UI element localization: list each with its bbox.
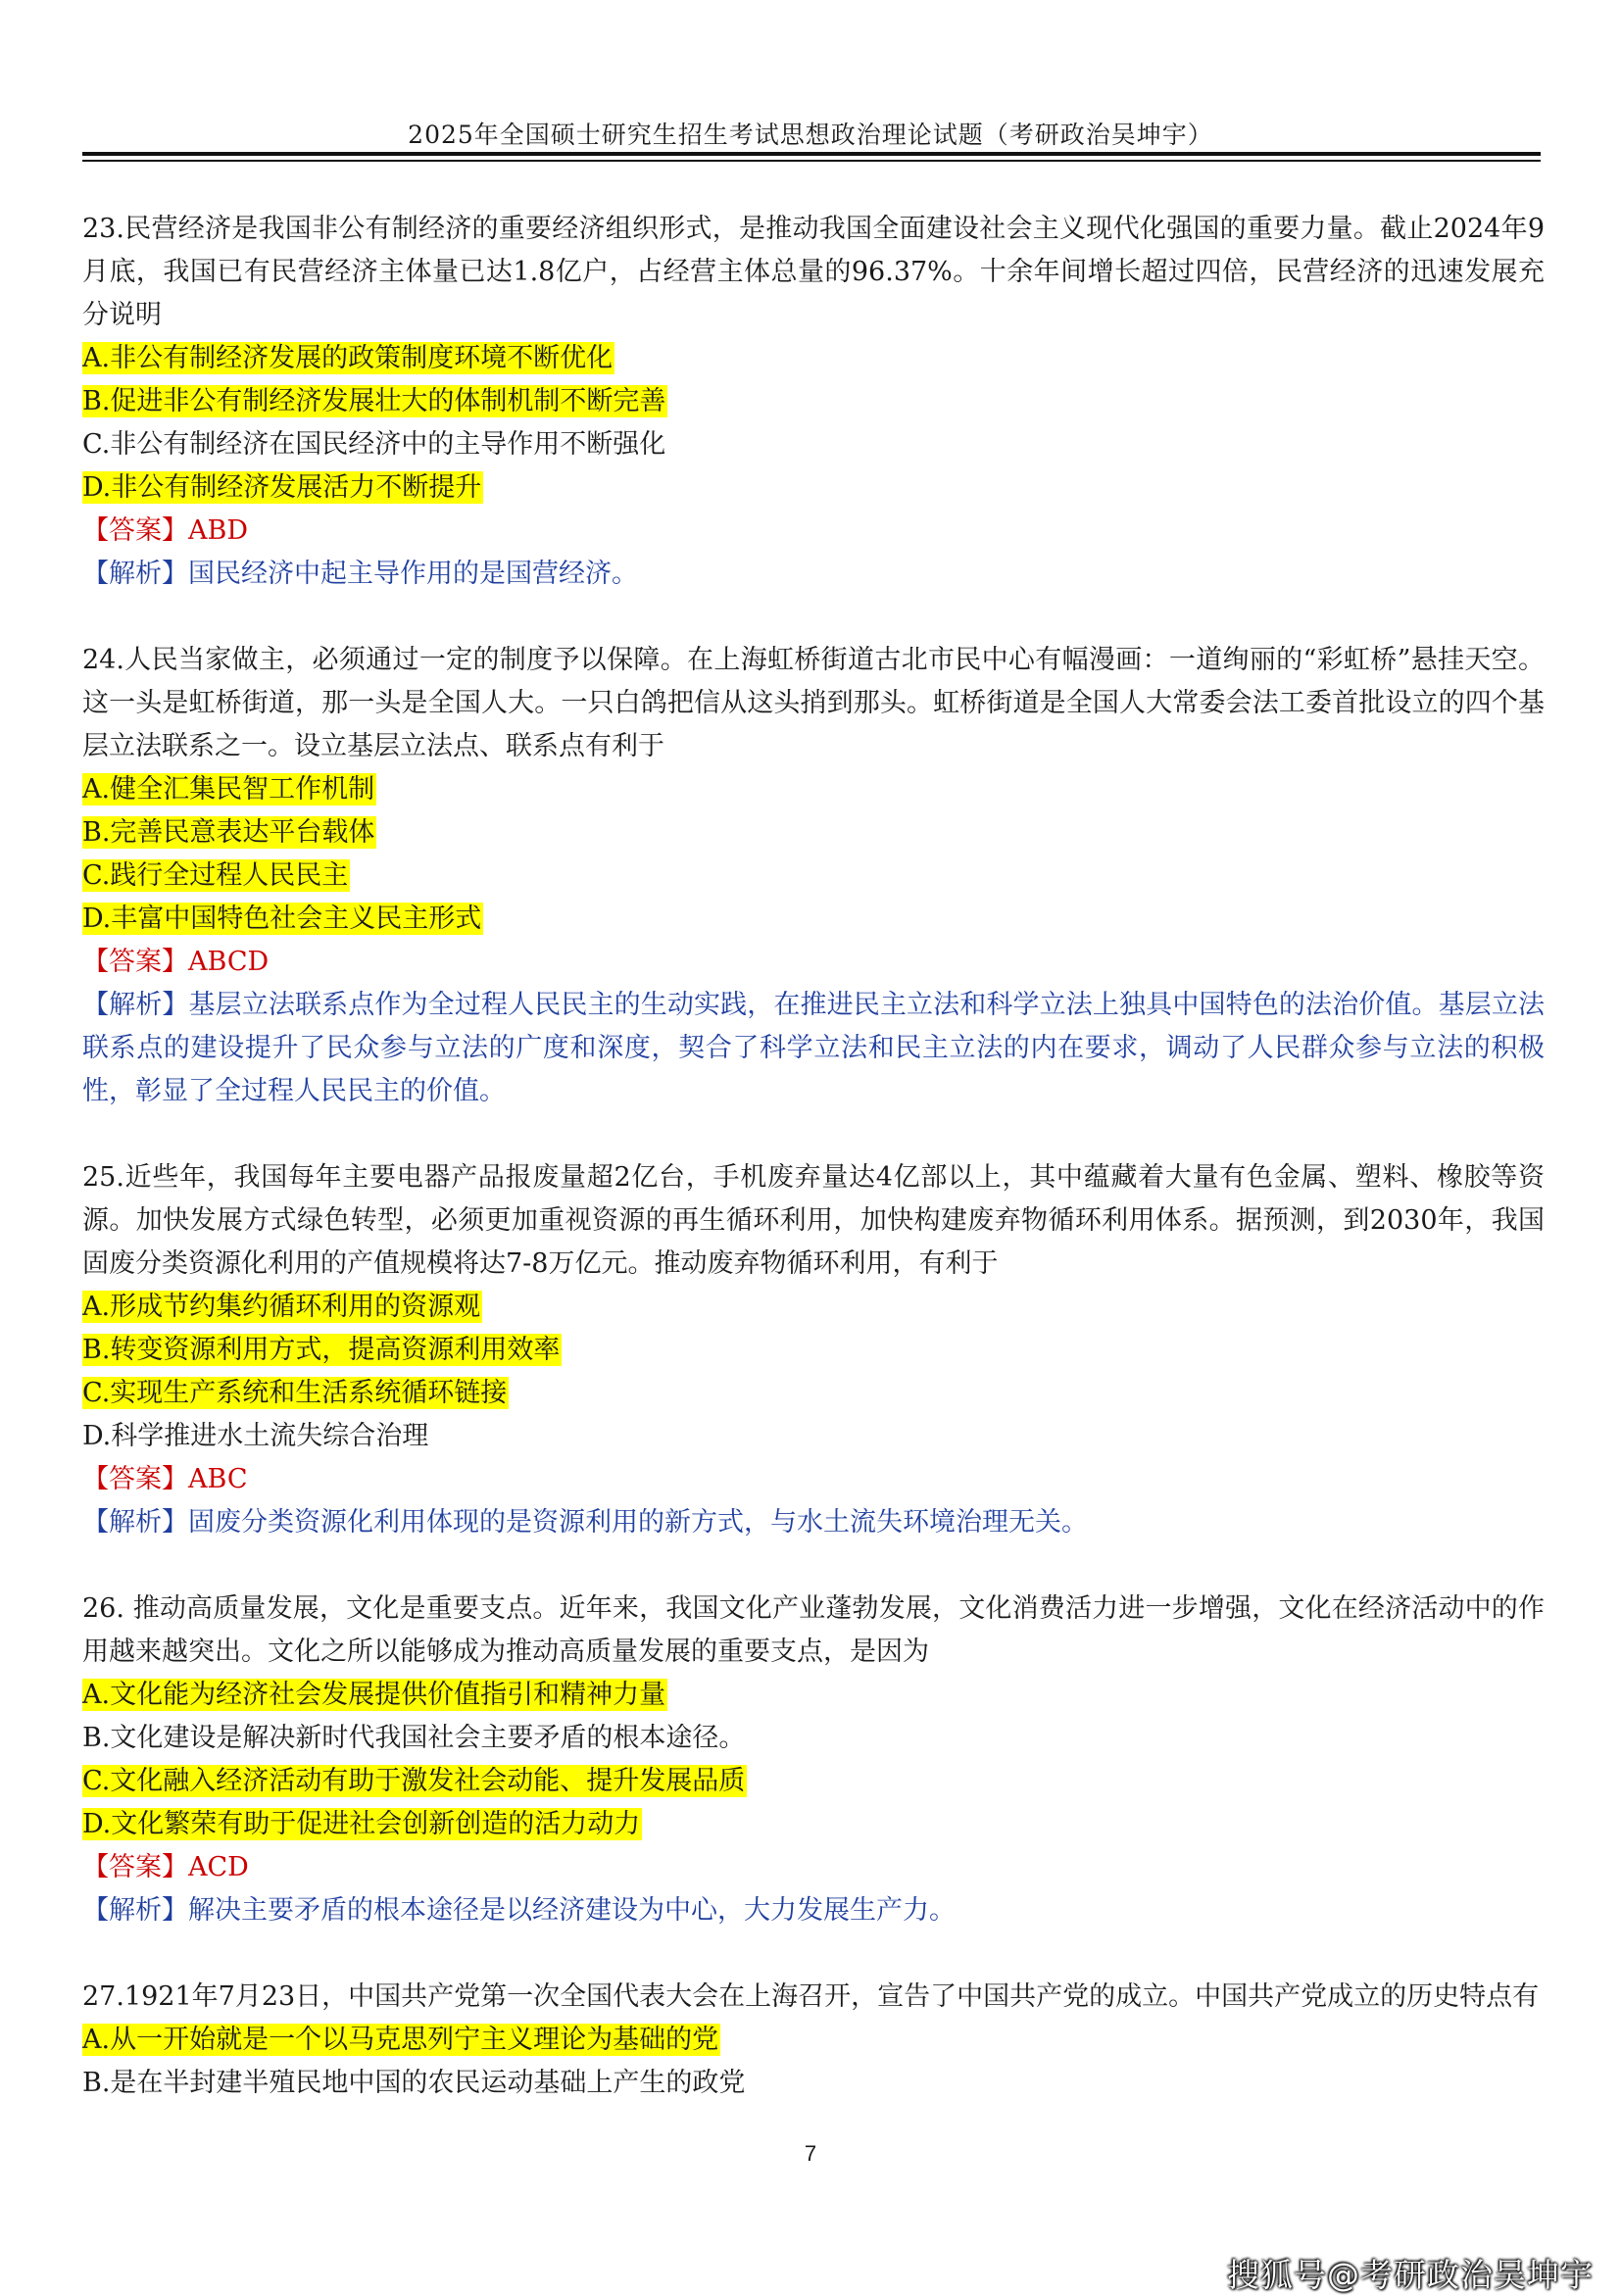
option-d xyxy=(82,1415,1545,1458)
option-a xyxy=(82,1674,1545,1717)
header-rule-thick xyxy=(82,152,1541,156)
option-text: B.完善民意表达平台载体 xyxy=(82,817,375,848)
question-26 xyxy=(82,1588,1545,1932)
option-b xyxy=(82,811,1545,855)
option-b xyxy=(82,380,1545,423)
option-text: A.文化能为经济社会发展提供价值指引和精神力量 xyxy=(82,1680,666,1710)
analysis-line: 【解析】固废分类资源化利用体现的是资源利用的新方式，与水土流失环境治理无关。 xyxy=(82,1507,1088,1538)
question-stem: 27.1921年7月23日，中国共产党第一次全国代表大会在上海召开，宣告了中国共产党的成立。中国共产党成立的历史特点有 xyxy=(82,1981,1540,2012)
option-a xyxy=(82,2019,1545,2062)
option-d xyxy=(82,1803,1545,1846)
option-text: C.实现生产系统和生活系统循环链接 xyxy=(82,1378,508,1408)
option-c xyxy=(82,423,1545,466)
question-stem: 24.人民当家做主，必须通过一定的制度予以保障。在上海虹桥街道古北市民中心有幅漫画：一道绚丽的“彩虹桥”悬挂天空。这一头是虹桥街道，那一头是全国人大。一只白鸽把信从这头捎到那头。虹桥街道是全国人大常委会法工委首批设立的四个基层立法联系之一。设立基层立法点、联系点有利于 xyxy=(82,645,1545,761)
option-text: A.非公有制经济发展的政策制度环境不断优化 xyxy=(82,343,614,373)
question-stem: 23.民营经济是我国非公有制经济的重要经济组织形式，是推动我国全面建设社会主义现代化强国的重要力量。截止2024年9月底，我国已有民营经济主体量已达1.8亿户，占经营主体总量的96.37%。十余年间增长超过四倍，民营经济的迅速发展充分说明 xyxy=(82,214,1545,330)
option-text: D.文化繁荣有助于促进社会创新创造的活力动力 xyxy=(82,1809,641,1839)
option-a xyxy=(82,1286,1545,1329)
option-c xyxy=(82,1372,1545,1415)
option-d xyxy=(82,898,1545,941)
question-stem: 25.近些年，我国每年主要电器产品报废量超2亿台，手机废弃量达4亿部以上，其中蕴藏着大量有色金属、塑料、橡胶等资源。加快发展方式绿色转型，必须更加重视资源的再生循环利用，加快构建废弃物循环利用体系。据预测，到2030年，我国固废分类资源化利用的产值规模将达7-8万亿元。推动废弃物循环利用，有利于 xyxy=(82,1162,1545,1279)
header-rule-thin xyxy=(82,160,1541,162)
watermark: 搜狐号@考研政治吴坤宇 xyxy=(1227,2256,1594,2294)
option-text: A.形成节约集约循环利用的资源观 xyxy=(82,1292,481,1322)
analysis-line: 【解析】国民经济中起主导作用的是国营经济。 xyxy=(82,559,638,589)
option-b xyxy=(82,1717,1545,1760)
option-text: B.促进非公有制经济发展壮大的体制机制不断完善 xyxy=(82,386,666,416)
option-b xyxy=(82,1329,1545,1372)
analysis-line: 【解析】基层立法联系点作为全过程人民民主的生动实践，在推进民主立法和科学立法上独具中国特色的法治价值。基层立法联系点的建设提升了民众参与立法的广度和深度，契合了科学立法和民主立法的内在要求，调动了人民群众参与立法的积极性，彰显了全过程人民民主的价值。 xyxy=(82,990,1545,1106)
answer-line: 【答案】ABD xyxy=(82,515,248,546)
option-text: B.是在半封建半殖民地中国的农民运动基础上产生的政党 xyxy=(82,2068,746,2098)
option-text: A.从一开始就是一个以马克思列宁主义理论为基础的党 xyxy=(82,2025,719,2055)
option-text: D.丰富中国特色社会主义民主形式 xyxy=(82,904,482,934)
option-c xyxy=(82,1760,1545,1803)
option-d xyxy=(82,466,1545,510)
option-text: B.文化建设是解决新时代我国社会主要矛盾的根本途径。 xyxy=(82,1723,746,1753)
option-text: D.科学推进水土流失综合治理 xyxy=(82,1421,429,1451)
question-stem: 26. 推动高质量发展，文化是重要支点。近年来，我国文化产业蓬勃发展，文化消费活力进一步增强，文化在经济活动中的作用越来越突出。文化之所以能够成为推动高质量发展的重要支点，是因为 xyxy=(82,1593,1545,1667)
answer-line: 【答案】ACD xyxy=(82,1852,249,1882)
question-25 xyxy=(82,1156,1545,1544)
option-text: B.转变资源利用方式，提高资源利用效率 xyxy=(82,1335,561,1365)
question-list xyxy=(82,208,1545,2105)
option-a xyxy=(82,337,1545,380)
answer-line: 【答案】ABCD xyxy=(82,947,270,977)
option-text: C.非公有制经济在国民经济中的主导作用不断强化 xyxy=(82,429,666,460)
option-text: C.践行全过程人民民主 xyxy=(82,860,349,891)
option-c xyxy=(82,855,1545,898)
option-b xyxy=(82,2062,1545,2105)
document-header: 2025年全国硕士研究生招生考试思想政治理论试题（考研政治吴坤宇） xyxy=(408,121,1213,149)
option-text: A.健全汇集民智工作机制 xyxy=(82,774,375,805)
question-24 xyxy=(82,639,1545,1113)
question-27 xyxy=(82,1976,1545,2105)
question-23 xyxy=(82,208,1545,596)
page-number: 7 xyxy=(804,2141,817,2166)
option-text: D.非公有制经济发展活力不断提升 xyxy=(82,472,482,503)
answer-line: 【答案】ABC xyxy=(82,1464,248,1494)
option-text: C.文化融入经济活动有助于激发社会动能、提升发展品质 xyxy=(82,1766,746,1796)
option-a xyxy=(82,768,1545,811)
analysis-line: 【解析】解决主要矛盾的根本途径是以经济建设为中心，大力发展生产力。 xyxy=(82,1895,956,1926)
